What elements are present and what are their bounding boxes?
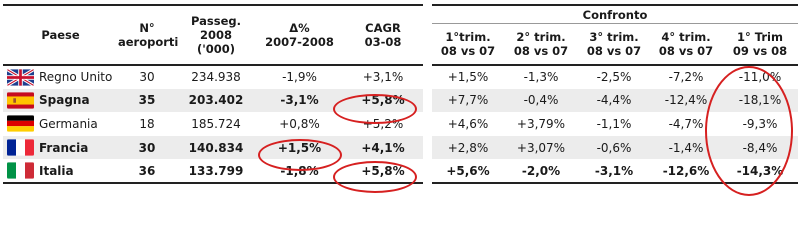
q4-cell: -4,7% (668, 116, 704, 131)
q1-09-cell: -18,1% (738, 93, 782, 108)
aeroporti-cell: 35 (138, 93, 156, 108)
delta-cell: -1,9% (282, 70, 317, 85)
table-row (432, 136, 798, 160)
table-row (432, 89, 798, 113)
q1-09-cell: -8,4% (742, 140, 778, 155)
passeggeri-cell: 185.724 (191, 116, 241, 131)
traffic-table (3, 4, 423, 184)
q1-09-cell: -11,0% (738, 70, 782, 85)
q3-cell: -3,1% (578, 159, 650, 183)
q1-cell: +1,5% (447, 70, 489, 85)
cagr-cell: +5,8% (361, 93, 405, 108)
delta-cell: +1,5% (277, 140, 322, 155)
q1-cell: +5,6% (432, 159, 504, 183)
q2-cell: -1,3% (523, 70, 559, 85)
header-q1-09: 1° Trim 09 vs 08 (722, 24, 798, 66)
q2-cell: +3,07% (516, 140, 566, 155)
cagr-cell: +5,8% (343, 159, 423, 183)
header-q1-08: 1°trim. 08 vs 07 (432, 24, 504, 66)
italy-flag-icon (7, 162, 34, 179)
country-name: Francia (39, 140, 89, 155)
country-name: Regno Unito (39, 70, 113, 85)
header-q2-08: 2° trim. 08 vs 07 (504, 24, 578, 66)
aeroporti-cell: 30 (138, 140, 156, 155)
cagr-cell: +5,2% (362, 116, 404, 131)
q2-cell: +3,79% (516, 116, 566, 131)
table-row (432, 65, 798, 89)
q1-cell: +4,6% (447, 116, 489, 131)
q2-cell: -2,0% (504, 159, 578, 183)
france-flag-icon (7, 139, 34, 156)
q1-cell: +7,7% (447, 93, 489, 108)
spain-flag-icon (7, 92, 34, 109)
header-delta: Δ% 2007-2008 (256, 5, 343, 65)
table-row (432, 159, 798, 183)
aeroporti-cell: 30 (139, 70, 155, 85)
country-name: Italia (39, 163, 74, 178)
q4-cell: -7,2% (668, 70, 704, 85)
header-q4-08: 4° trim. 08 vs 07 (650, 24, 722, 66)
q4-cell: -12,6% (650, 159, 722, 183)
q4-cell: -12,4% (664, 93, 708, 108)
q1-09-cell: -9,3% (742, 116, 778, 131)
confronto-title: Confronto (432, 5, 798, 24)
passeggeri-cell: 203.402 (188, 93, 244, 108)
germany-flag-icon (7, 115, 34, 132)
country-name: Germania (39, 116, 98, 131)
q3-cell: -0,6% (596, 140, 632, 155)
header-aeroporti: N° aeroporti (118, 5, 176, 65)
table-row (3, 89, 423, 113)
header-cagr: CAGR 03-08 (343, 5, 423, 65)
delta-cell: -1,8% (256, 159, 343, 183)
passeggeri-cell: 133.799 (176, 159, 256, 183)
q1-09-cell: -14,3% (722, 159, 798, 183)
header-paese: Paese (3, 5, 118, 65)
delta-cell: -3,1% (280, 93, 319, 108)
q3-cell: -1,1% (596, 116, 632, 131)
country-name: Spagna (39, 93, 90, 108)
table-row (3, 159, 423, 183)
uk-flag-icon (7, 69, 34, 86)
q4-cell: -1,4% (668, 140, 704, 155)
aeroporti-cell: 36 (118, 159, 176, 183)
q3-cell: -2,5% (596, 70, 632, 85)
passeggeri-cell: 234.938 (191, 70, 241, 85)
table-row (3, 136, 423, 160)
table-row (3, 112, 423, 136)
table-row (3, 65, 423, 89)
header-passeggeri: Passeg. 2008 ('000) (176, 5, 256, 65)
cagr-cell: +3,1% (362, 70, 404, 85)
delta-cell: +0,8% (279, 116, 320, 131)
q1-cell: +2,8% (447, 140, 489, 155)
header-q3-08: 3° trim. 08 vs 07 (578, 24, 650, 66)
aeroporti-cell: 18 (139, 116, 155, 131)
q3-cell: -4,4% (596, 93, 632, 108)
passeggeri-cell: 140.834 (188, 140, 244, 155)
cagr-cell: +4,1% (361, 140, 405, 155)
q2-cell: -0,4% (523, 93, 559, 108)
comparison-table (432, 4, 798, 184)
table-row (432, 112, 798, 136)
